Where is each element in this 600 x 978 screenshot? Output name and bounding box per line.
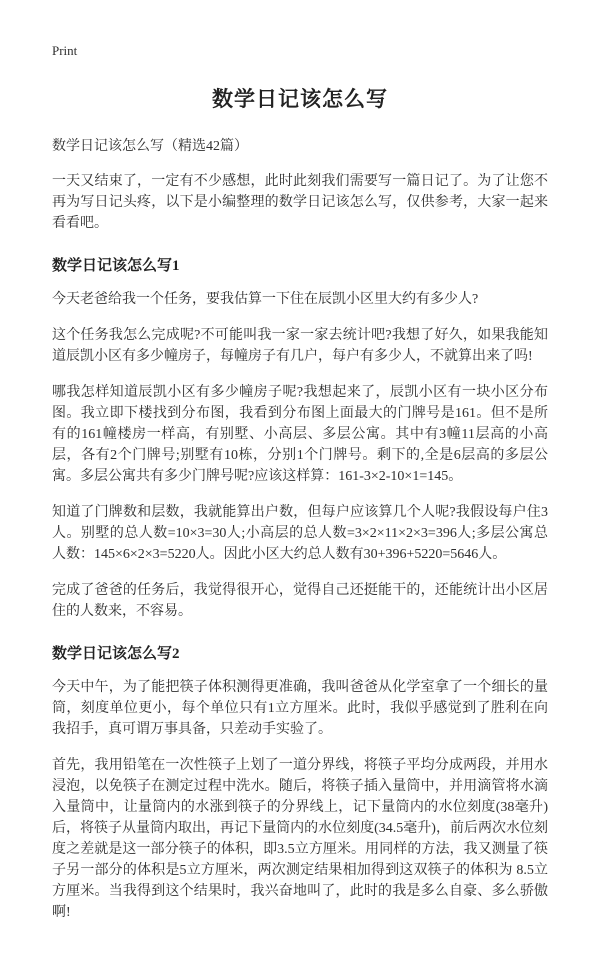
page-title: 数学日记该怎么写 — [212, 87, 388, 111]
paragraph: 知道了门牌数和层数，我就能算出户数，但每户应该算几个人呢?我假设每户住3人。别墅的总人数=10×3=30人;小高层的总人数=3×2×11×2×3=396人;多层公寓总人数：145×6×2×3=5220人。因此小区大约总人数有30+396+5220=5646人。 — [52, 505, 548, 562]
paragraph: 这个任务我怎么完成呢?不可能叫我一家一家去统计吧?我想了好久，如果我能知道辰凯小区有多少幢房子，每幢房子有几户，每户有多少人，不就算出来了吗! — [52, 328, 548, 364]
paragraph: 哪我怎样知道辰凯小区有多少幢房子呢?我想起来了，辰凯小区有一块小区分布图。我立即下楼找到分布图，我看到分布图上面最大的门牌号是161。但不是所有的161幢楼房一样高，有别墅、小高层、多层公寓。其中有3幢11层高的小高层，各有2个门牌号;别墅有10栋，分别1个门牌号。剩下的,全是6层高的多层公寓。多层公寓共有多少门牌号呢?应该这样算：161-3×2-10×1=145。 — [52, 385, 548, 484]
paragraph: 今天老爸给我一个任务，要我估算一下住在辰凯小区里大约有多少人? — [52, 292, 479, 307]
paragraph: 今天中午，为了能把筷子体积测得更准确，我叫爸爸从化学室拿了一个细长的量筒，刻度单位更小，每个单位只有1立方厘米。此时，我似乎感觉到了胜利在向我招手，真可谓万事具备，只差动手实验了。 — [52, 680, 548, 737]
print-link[interactable]: Print — [52, 43, 78, 58]
doc-subtitle: 数学日记该怎么写（精选42篇） — [52, 139, 248, 154]
paragraph: 首先，我用铅笔在一次性筷子上划了一道分界线，将筷子平均分成两段，并用水浸泡，以免筷子在测定过程中洗水。随后，将筷子插入量筒中，并用滴管将水滴入量筒中，让量筒内的水涨到筷子的分界线上，记下量筒内的水位刻度(38毫升)后，将筷子从量筒内取出，再记下量筒内的水位刻度(34.5毫升)，前后两次水位刻度之差就是这一部分筷子的体积，即3.5立方厘米。用同样的方法，我又测量了筷子另一部分的体积是5立方厘米，两次测定结果相加得到这双筷子的体积为 8.5立方厘米。当我得到这个结果时，我兴奋地叫了，此时的我是多么自豪、多么骄傲啊! — [52, 758, 548, 920]
intro-paragraph: 一天又结束了，一定有不少感想，此时此刻我们需要写一篇日记了。为了让您不再为写日记头疼，以下是小编整理的数学日记该怎么写，仅供参考，大家一起来看看吧。 — [52, 174, 548, 231]
section-heading: 数学日记该怎么写1 — [52, 258, 180, 274]
sections-container — [52, 254, 548, 923]
section-heading: 数学日记该怎么写2 — [52, 646, 180, 662]
paragraph: 完成了爸爸的任务后，我觉得很开心，觉得自己还挺能干的，还能统计出小区居住的人数来，不容易。 — [52, 583, 548, 619]
